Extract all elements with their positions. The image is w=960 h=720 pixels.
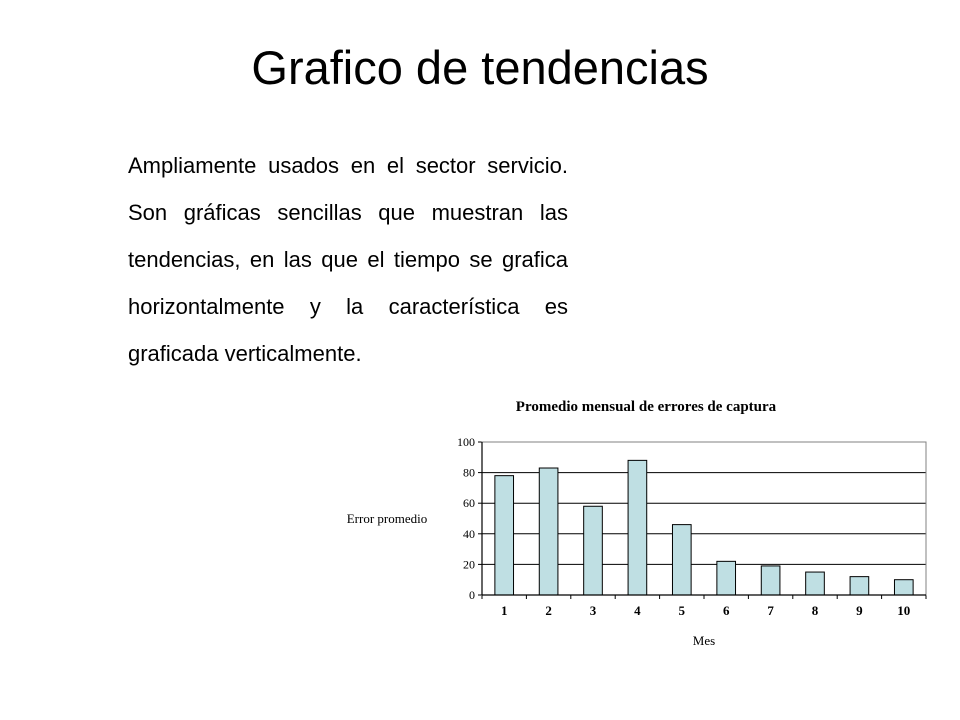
bar-chart [330, 390, 950, 660]
bar-mes-9 [850, 577, 869, 595]
x-axis-label: Mes [692, 633, 716, 648]
x-tick-label: 9 [856, 603, 863, 618]
x-tick-label: 1 [500, 603, 508, 618]
chart-title: Promedio mensual de errores de captura [515, 399, 777, 415]
bar-mes-10 [894, 580, 913, 595]
x-tick-labels [501, 603, 910, 618]
x-tick-label: 8 [811, 603, 819, 618]
x-tick-label: 10 [897, 603, 911, 618]
y-tick-label: 60 [463, 496, 475, 511]
bar-mes-6 [717, 561, 736, 595]
bar-mes-3 [584, 506, 603, 595]
y-tick-label: 20 [463, 557, 475, 572]
bar-mes-2 [539, 468, 558, 595]
x-tick-label: 4 [634, 603, 641, 618]
x-tick-label: 2 [545, 603, 552, 618]
body-paragraph: Ampliamente usados en el sector servicio. Son gráficas sencillas que muestran las tendencias, en las que el tiempo se grafica horizontalmente y la característica es graficada verticalmente. [128, 153, 568, 366]
y-tick-label: 100 [457, 435, 475, 449]
x-tick-label: 6 [722, 603, 730, 618]
y-tick-label: 0 [469, 588, 475, 602]
slide-title: Grafico de tendencias [251, 41, 709, 94]
bars [495, 460, 913, 595]
x-tick-label: 7 [767, 603, 774, 618]
y-axis-label: Error promedio [346, 511, 428, 526]
y-tick-label: 40 [463, 526, 475, 541]
y-tick-labels [457, 435, 475, 602]
x-tick-label: 3 [589, 603, 597, 618]
x-tick-label: 5 [678, 603, 686, 618]
bar-mes-4 [628, 460, 647, 595]
bar-mes-8 [806, 572, 825, 595]
bar-mes-7 [761, 566, 780, 595]
bar-mes-5 [672, 525, 691, 595]
bar-mes-1 [495, 476, 514, 595]
y-tick-label: 80 [463, 465, 475, 480]
